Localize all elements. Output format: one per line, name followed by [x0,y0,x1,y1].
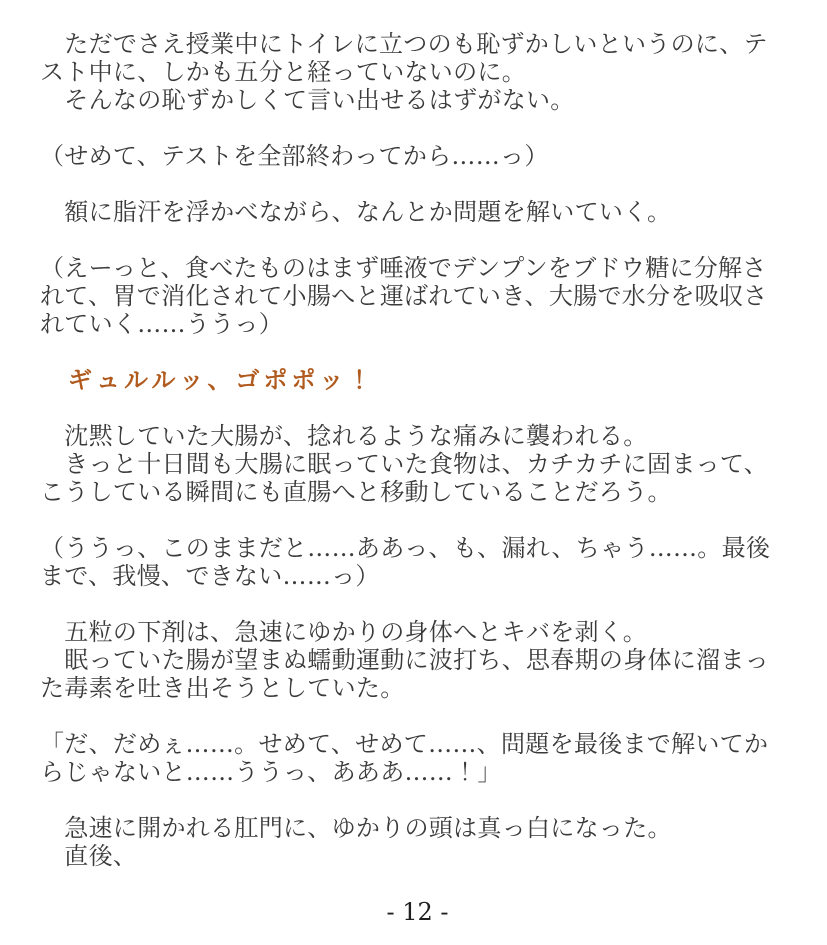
text-line: 五粒の下剤は、急速にゆかりの身体へとキバを剥く。 [40,618,648,646]
text-line: こうしている瞬間にも直腸へと移動していることだろう。 [40,478,672,506]
text-line: 直後、 [40,842,138,870]
text-line: 眠っていた腸が望まぬ蠕動運動に波打ち、思春期の身体に溜まっ [40,646,769,674]
text-line: 沈黙していた大腸が、捻れるような痛みに襲われる。 [40,422,648,450]
text-line: らじゃないと……ううっ、あああ……！」 [40,758,502,786]
paragraph [40,618,795,702]
page-number: - 12 - [386,898,449,926]
paragraph [40,30,795,114]
sfx-text-line: ギュルルッ、ゴポポッ！ [40,365,376,394]
text-line: 額に脂汗を浮かべながら、なんとか問題を解いていく。 [40,198,672,226]
text-line: れて、胃で消化されて小腸へと運ばれていき、大腸で水分を吸収さ [40,282,768,310]
paragraph [40,730,795,786]
paragraph [40,254,795,338]
text-line: スト中に、しかも五分と経っていないのに。 [40,58,526,86]
paragraph [40,422,795,506]
text-line: 急速に開かれる肛門に、ゆかりの頭は真っ白になった。 [40,814,672,842]
text-line: れていく……ううっ） [40,310,283,338]
paragraph [40,534,795,590]
paragraph [40,142,795,170]
text-line: まで、我慢、できない……っ） [40,562,380,590]
text-line: きっと十日間も大腸に眠っていた食物は、カチカチに固まって、 [40,450,769,478]
text-line: た毒素を吐き出そうとしていた。 [40,674,405,702]
text-line: ただでさえ授業中にトイレに立つのも恥ずかしいというのに、テ [40,30,768,58]
text-line: （ううっ、このままだと……ああっ、も、漏れ、ちゃう……。最後 [40,534,771,562]
text-line: そんなの恥ずかしくて言い出せるはずがない。 [40,86,575,114]
paragraph [40,814,795,870]
text-line: （せめて、テストを全部終わってから……っ） [40,142,549,170]
sfx-paragraph [40,366,795,394]
paragraph [40,198,795,226]
text-line: 「だ、だめぇ……。せめて、せめて……、問題を最後まで解いてか [40,730,769,758]
text-line: （えーっと、食べたものはまず唾液でデンプンをブドウ糖に分解さ [40,254,767,282]
